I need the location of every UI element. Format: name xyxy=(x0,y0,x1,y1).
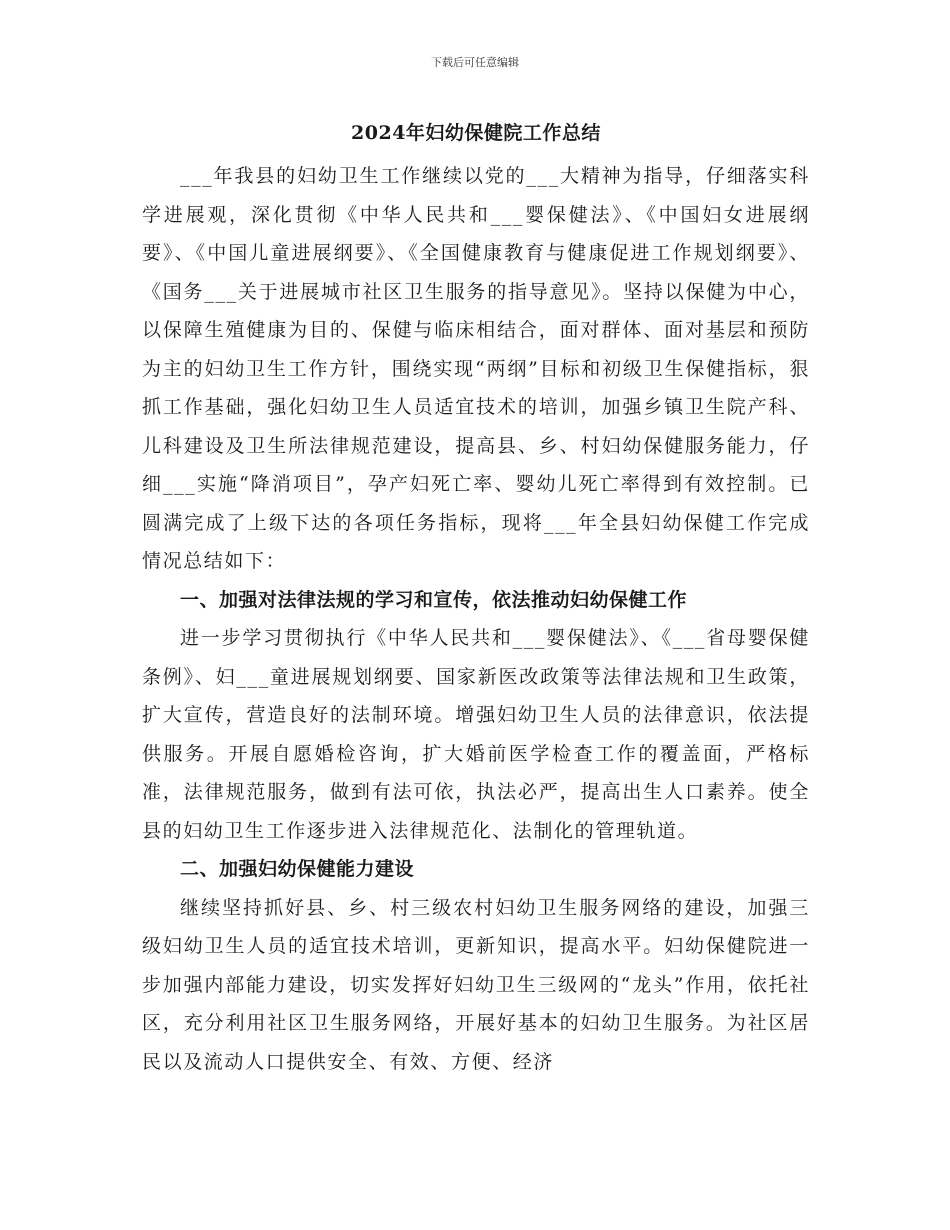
page-header: 下载后可任意编辑 xyxy=(431,56,519,69)
document-title: 2024年妇幼保健院工作总结 xyxy=(351,122,601,144)
section-heading-2: 二、加强妇幼保健能力建设 xyxy=(180,858,415,880)
section-heading-1: 一、加强对法律法规的学习和宣传，依法推动妇幼保健工作 xyxy=(180,588,688,611)
document-body xyxy=(142,118,810,1081)
paragraph-capacity: 继续坚持抓好县、乡、村三级农村妇幼卫生服务网络的建设，加强三级妇幼卫生人员的适宜技术培训，更新知识，提高水平。妇幼保健院进一步加强内部能力建设，切实发挥好妇幼卫生三级网的“龙头”作用，依托社区，充分利用社区卫生服务网络，开展好基本的妇幼卫生服务。为社区居民以及流动人口提供安全、有效、方便、经济 xyxy=(142,896,810,1073)
paragraph-intro: ___年我县的妇幼卫生工作继续以党的___大精神为指导，仔细落实科学进展观，深化贯彻《中华人民共和___婴保健法》、《中国妇女进展纲要》、《中国儿童进展纲要》、《全国健康教育与健康促进工作规划纲要》、《国务___关于进展城市社区卫生服务的指导意见》。坚持以保健为中心，以保障生殖健康为目的、保健与临床相结合，面对群体、面对基层和预防为主的妇幼卫生工作方针，围绕实现“两纲”目标和初级卫生保健指标，狠抓工作基础，强化妇幼卫生人员适宜技术的培训，加强乡镇卫生院产科、儿科建设及卫生所法律规范建设，提高县、乡、村妇幼保健服务能力，仔细___实施“降消项目”，孕产妇死亡率、婴幼儿死亡率得到有效控制。已圆满完成了上级下达的各项任务指标，现将___年全县妇幼保健工作完成情况总结如下： xyxy=(142,165,810,572)
paragraph-law: 进一步学习贯彻执行《中华人民共和___婴保健法》、《___省母婴保健条例》、妇___童进展规划纲要、国家新医改政策等法律法规和卫生政策，扩大宣传，营造良好的法制环境。增强妇幼卫生人员的法律意识，依法提供服务。开展自愿婚检咨询，扩大婚前医学检查工作的覆盖面，严格标准，法律规范服务，做到有法可依，执法必严，提高出生人口素养。使全县的妇幼卫生工作逐步进入法律规范化、法制化的管理轨道。 xyxy=(142,627,810,842)
